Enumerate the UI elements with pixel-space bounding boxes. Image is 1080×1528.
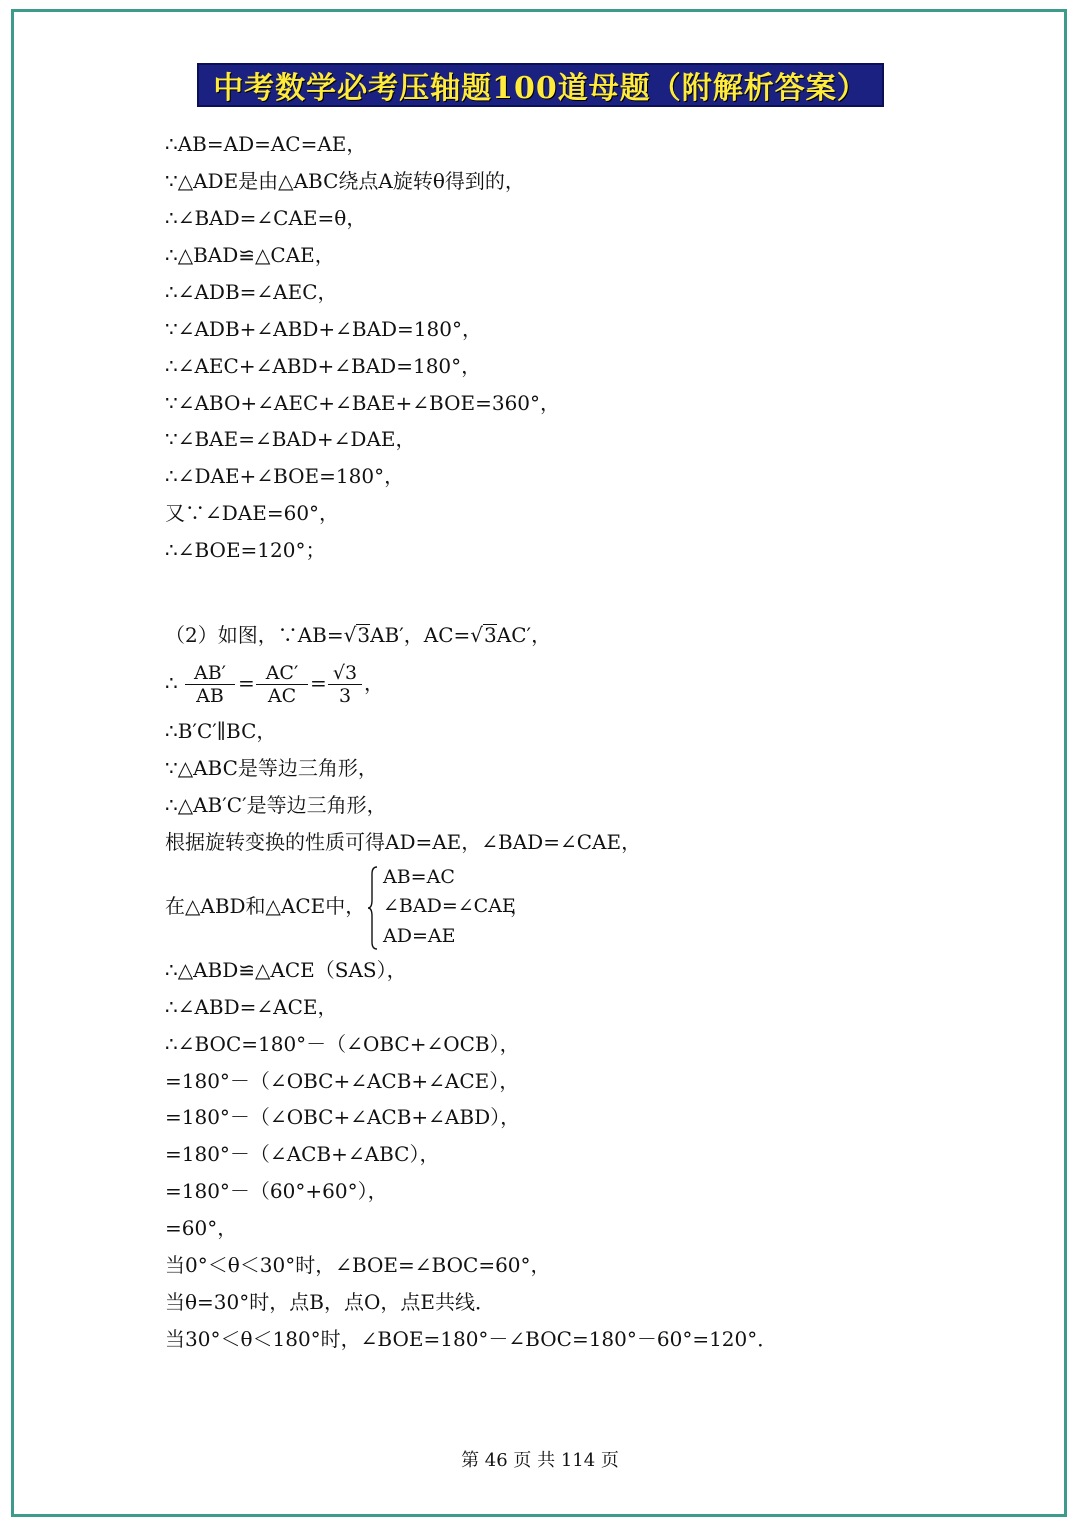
fraction-numerator: AB′ bbox=[185, 662, 235, 685]
radicand: 3 bbox=[484, 623, 497, 647]
proof-line: =180°－（∠OBC+∠ACB+∠ACE）， bbox=[165, 1069, 520, 1093]
system-condition: AD=AE bbox=[383, 925, 456, 947]
comma: ， bbox=[510, 894, 530, 918]
text-fragment: AC′， bbox=[496, 623, 552, 647]
comma: ， bbox=[364, 671, 384, 695]
proof-line: 当0°＜θ＜30°时，∠BOE=∠BOC=60°， bbox=[165, 1253, 551, 1277]
proof-line: ∴△BAD≌△CAE， bbox=[165, 243, 335, 267]
fraction-denominator: AB bbox=[196, 685, 224, 707]
proof-line: ∵∠BAE=∠BAD+∠DAE， bbox=[165, 427, 416, 451]
proof-line: ∴B′C′∥BC， bbox=[165, 719, 277, 743]
fraction-prefix: ∴ bbox=[165, 671, 178, 695]
radicand: 3 bbox=[357, 623, 371, 647]
page-title: 中考数学必考压轴题100道母题（附解析答案） bbox=[213, 71, 868, 106]
fraction-denominator: 3 bbox=[338, 685, 352, 707]
title-banner bbox=[197, 63, 884, 107]
proof-line: ∵△ADE是由△ABC绕点A旋转θ得到的， bbox=[165, 169, 525, 193]
fraction-numerator: √3 bbox=[328, 662, 362, 685]
proof-line: 根据旋转变换的性质可得AD=AE，∠BAD=∠CAE， bbox=[165, 830, 642, 854]
proof-line: =180°－（∠ACB+∠ABC）， bbox=[165, 1142, 440, 1166]
fraction-denominator: AC bbox=[267, 685, 297, 707]
system-prefix: 在△ABD和△ACE中， bbox=[165, 894, 366, 918]
fraction-numerator: AC′ bbox=[256, 662, 308, 685]
proof-line: ∴∠ADB=∠AEC， bbox=[165, 280, 338, 304]
proof-line: =180°－（∠OBC+∠ACB+∠ABD）， bbox=[165, 1105, 521, 1129]
proof-line: ∴∠BOE=120°； bbox=[165, 538, 326, 562]
left-brace-icon bbox=[368, 866, 378, 950]
proof-line: ∴△ABD≌△ACE（SAS）， bbox=[165, 958, 407, 982]
text-fragment: AB′，AC= bbox=[370, 623, 471, 647]
proof-line: ∵△ABC是等边三角形， bbox=[165, 756, 378, 780]
system-condition: AB=AC bbox=[383, 866, 455, 888]
proof-line: ∴∠BAD=∠CAE=θ， bbox=[165, 206, 367, 230]
text-fragment: （2）如图，∵AB= bbox=[165, 623, 344, 647]
proof-line: =180°－（60°+60°）， bbox=[165, 1179, 388, 1203]
equals-sign: = bbox=[238, 671, 255, 695]
page-number: 第 46 页 共 114 页 bbox=[461, 1450, 619, 1471]
fraction-ab bbox=[185, 662, 235, 707]
proof-line: ∴△AB′C′是等边三角形， bbox=[165, 793, 387, 817]
fraction-sqrt3 bbox=[328, 662, 362, 707]
proof-line: ∴AB=AD=AC=AE， bbox=[165, 132, 367, 156]
proof-line-part2-intro bbox=[165, 622, 551, 648]
proof-line: 又∵∠DAE=60°， bbox=[165, 501, 340, 525]
fraction-ac bbox=[256, 662, 308, 707]
proof-line: ∴∠BOC=180°－（∠OBC+∠OCB）， bbox=[165, 1032, 520, 1056]
proof-line: ∴∠DAE+∠BOE=180°， bbox=[165, 464, 405, 488]
proof-line: ∴∠AEC+∠ABD+∠BAD=180°， bbox=[165, 354, 482, 378]
proof-line: ∵∠ABO+∠AEC+∠BAE+∠BOE=360°， bbox=[165, 391, 561, 415]
equals-sign: = bbox=[310, 671, 327, 695]
proof-line: ∵∠ADB+∠ABD+∠BAD=180°， bbox=[165, 317, 482, 341]
radical-sign: √ bbox=[470, 623, 484, 647]
proof-line: =60°， bbox=[165, 1216, 238, 1240]
system-condition: ∠BAD=∠CAE bbox=[383, 895, 516, 917]
proof-line: ∴∠ABD=∠ACE， bbox=[165, 995, 338, 1019]
proof-line: 当30°＜θ＜180°时，∠BOE=180°－∠BOC=180°－60°=120°． bbox=[165, 1327, 778, 1351]
radical-sign: √ bbox=[343, 623, 357, 647]
proof-line: 当θ=30°时，点B，点O，点E共线． bbox=[165, 1290, 495, 1314]
